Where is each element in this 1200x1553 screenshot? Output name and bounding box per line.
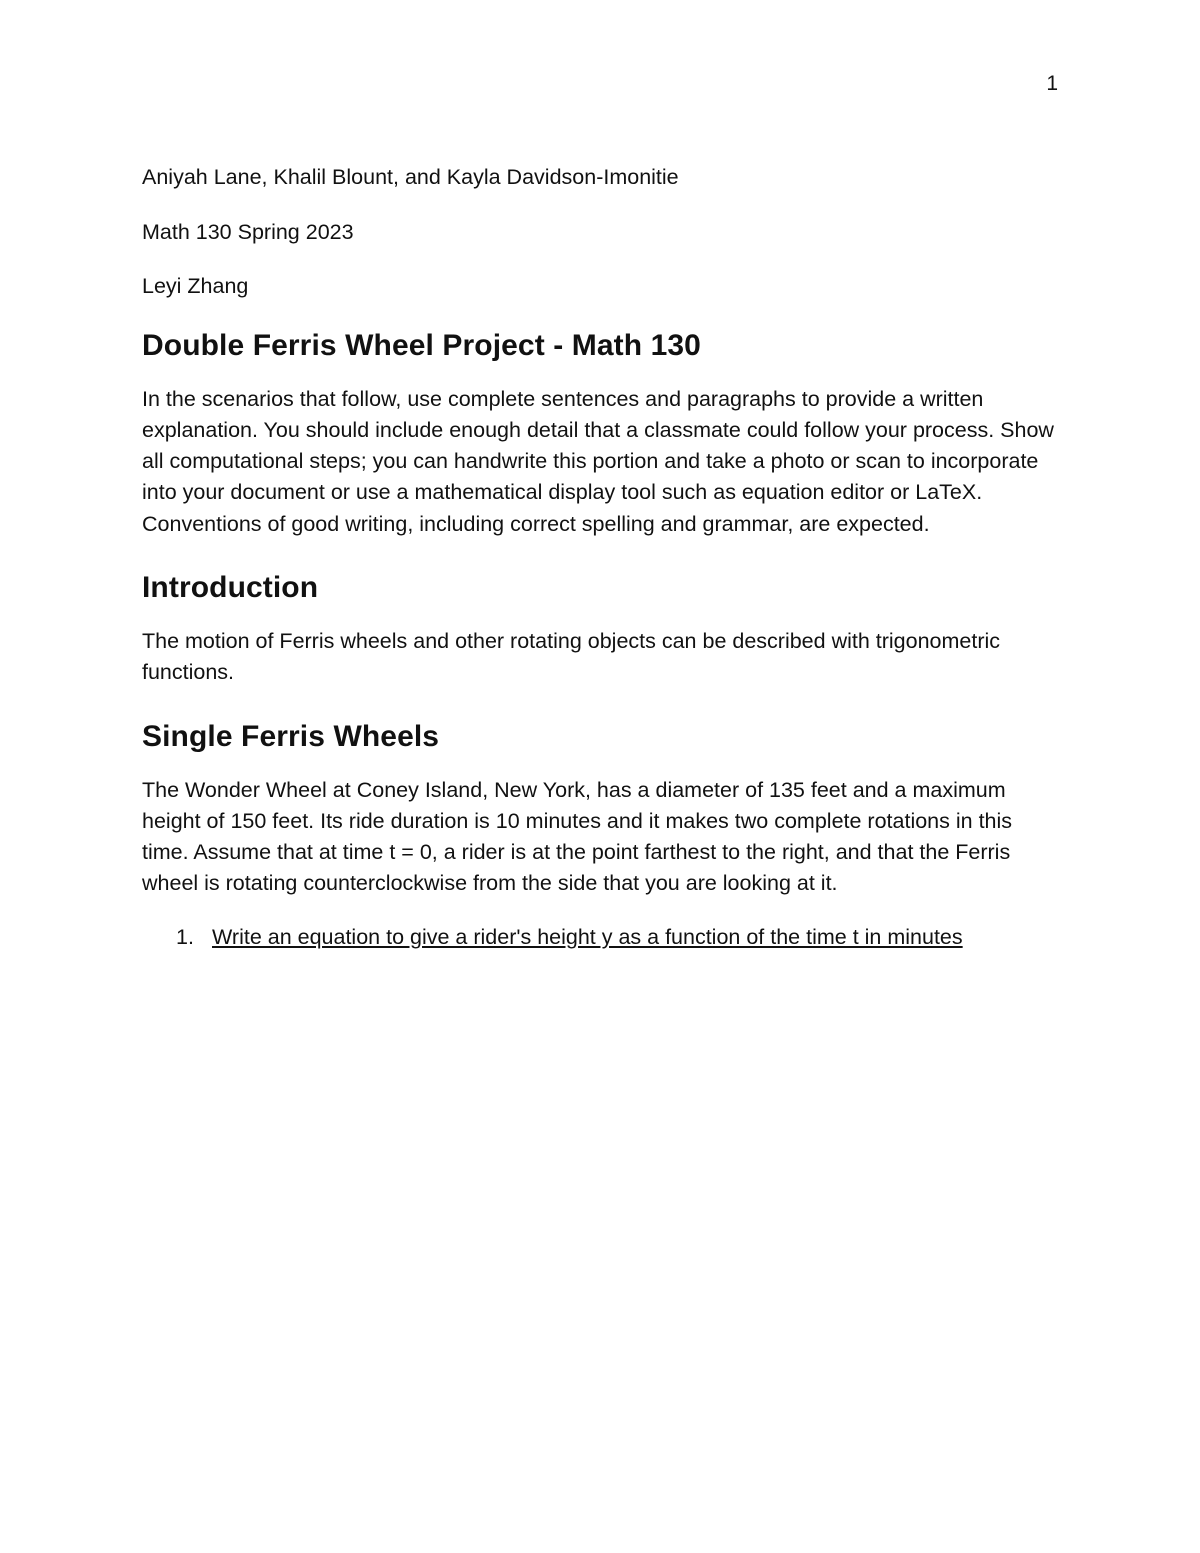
question-text: Write an equation to give a rider's height y as a function of the time t in minutes — [212, 924, 963, 949]
single-ferris-heading: Single Ferris Wheels — [142, 719, 440, 753]
instructions-paragraph: In the scenarios that follow, use complete sentences and paragraphs to provide a written explanation. You should include enough detail that a classmate could follow your process. Show all computational steps; you can handwrite this portion and take a photo or scan to incorporate into your document or use a mathematical display tool such as equation editor or LaTeX. Conventions of good writing, including correct spelling and grammar, are expected. — [142, 386, 1054, 536]
question-number: 1. — [176, 924, 194, 949]
list-item — [142, 922, 1062, 954]
single-ferris-paragraph: The Wonder Wheel at Coney Island, New York, has a diameter of 135 feet and a maximum height of 150 feet. Its ride duration is 10 minutes and it makes two complete rotations in this time. Assume that at time t = 0, a rider is at the point farthest to the right, and that the Ferris wheel is rotating counterclockwise from the side that you are looking at it. — [142, 777, 1013, 896]
page-number: 1 — [1046, 72, 1058, 95]
document-body — [142, 162, 1062, 953]
instructor-name: Leyi Zhang — [142, 274, 249, 298]
introduction-paragraph: The motion of Ferris wheels and other rotating objects can be described with trigonometric functions. — [142, 628, 1001, 685]
introduction-heading: Introduction — [142, 570, 319, 604]
author-names: Aniyah Lane, Khalil Blount, and Kayla Davidson-Imonitie — [142, 165, 679, 189]
document-title: Double Ferris Wheel Project - Math 130 — [142, 328, 701, 362]
question-list — [142, 922, 1062, 954]
course-name: Math 130 Spring 2023 — [142, 219, 354, 244]
